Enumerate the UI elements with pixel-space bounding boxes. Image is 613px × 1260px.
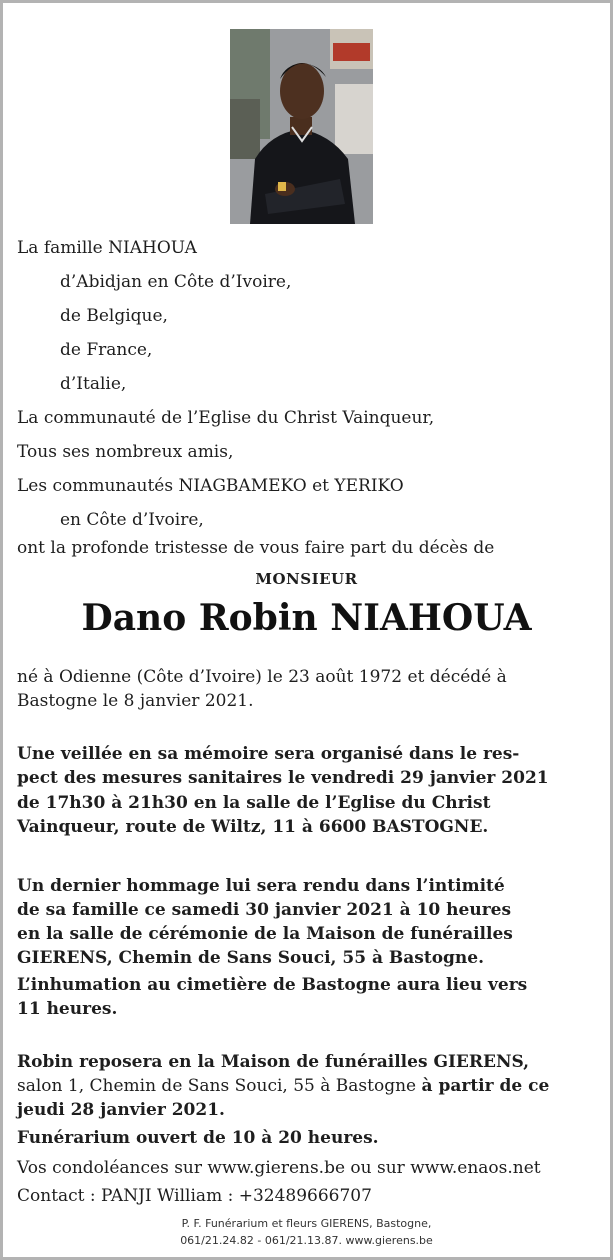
condolences-line: Vos condoléances sur www.gierens.be ou sur www.enaos.net xyxy=(17,1158,541,1178)
tribute-line-4: GIERENS, Chemin de Sans Souci, 55 à Bastogne. xyxy=(17,948,485,968)
vigil-line-1: Une veillée en sa mémoire sera organisé dans le res- xyxy=(17,744,520,764)
family-line-4: de France, xyxy=(60,340,153,360)
burial-line-1: L’inhumation au cimetière de Bastogne aura lieu vers xyxy=(17,975,528,995)
portrait-illustration xyxy=(230,29,373,224)
family-line-1: La famille NIAHOUA xyxy=(17,238,197,258)
footer-line-2: 061/21.24.82 - 061/21.13.87. www.gierens.be xyxy=(180,1234,433,1247)
tribute-line-1: Un dernier hommage lui sera rendu dans l’intimité xyxy=(17,876,505,896)
family-line-2: d’Abidjan en Côte d’Ivoire, xyxy=(60,272,292,292)
burial-line-2: 11 heures. xyxy=(17,999,118,1019)
rest-line-1: Robin reposera en la Maison de funérailles GIERENS, xyxy=(17,1052,530,1072)
family-line-6: La communauté de l’Eglise du Christ Vainqueur, xyxy=(17,408,435,428)
family-line-7: Tous ses nombreux amis, xyxy=(17,442,234,462)
rest-line-3: jeudi 28 janvier 2021. xyxy=(17,1100,225,1120)
family-line-8: Les communautés NIAGBAMEKO et YERIKO xyxy=(17,476,404,496)
family-line-9: en Côte d’Ivoire, xyxy=(60,510,204,530)
tribute-line-2: de sa famille ce samedi 30 janvier 2021 à 10 heures xyxy=(17,900,512,920)
family-line-5: d’Italie, xyxy=(60,374,127,394)
deceased-name: Dano Robin NIAHOUA xyxy=(81,597,532,639)
rest-line-2-bold: à partir de ce xyxy=(421,1076,550,1096)
rest-line-2 xyxy=(17,1074,549,1098)
vigil-line-2: pect des mesures sanitaires le vendredi 29 janvier 2021 xyxy=(17,768,549,788)
family-line-10: ont la profonde tristesse de vous faire part du décès de xyxy=(17,538,495,558)
family-line-3: de Belgique, xyxy=(60,306,168,326)
deceased-title: MONSIEUR xyxy=(255,570,358,588)
vigil-line-3: de 17h30 à 21h30 en la salle de l’Eglise du Christ xyxy=(17,793,491,813)
birth-death-line-2: Bastogne le 8 janvier 2021. xyxy=(17,691,254,711)
birth-death-line-1: né à Odienne (Côte d’Ivoire) le 23 août 1972 et décédé à xyxy=(17,667,507,687)
footer-line-1: P. F. Funérarium et fleurs GIERENS, Bastogne, xyxy=(181,1217,432,1230)
vigil-line-4: Vainqueur, route de Wiltz, 11 à 6600 BASTOGNE. xyxy=(17,817,489,837)
funerarium-hours: Funérarium ouvert de 10 à 20 heures. xyxy=(17,1128,379,1148)
contact-line: Contact : PANJI William : +32489666707 xyxy=(17,1186,372,1206)
portrait-photo xyxy=(230,29,373,224)
rest-line-2-normal: salon 1, Chemin de Sans Souci, 55 à Bastogne xyxy=(17,1076,422,1096)
tribute-line-3: en la salle de cérémonie de la Maison de funérailles xyxy=(17,924,513,944)
